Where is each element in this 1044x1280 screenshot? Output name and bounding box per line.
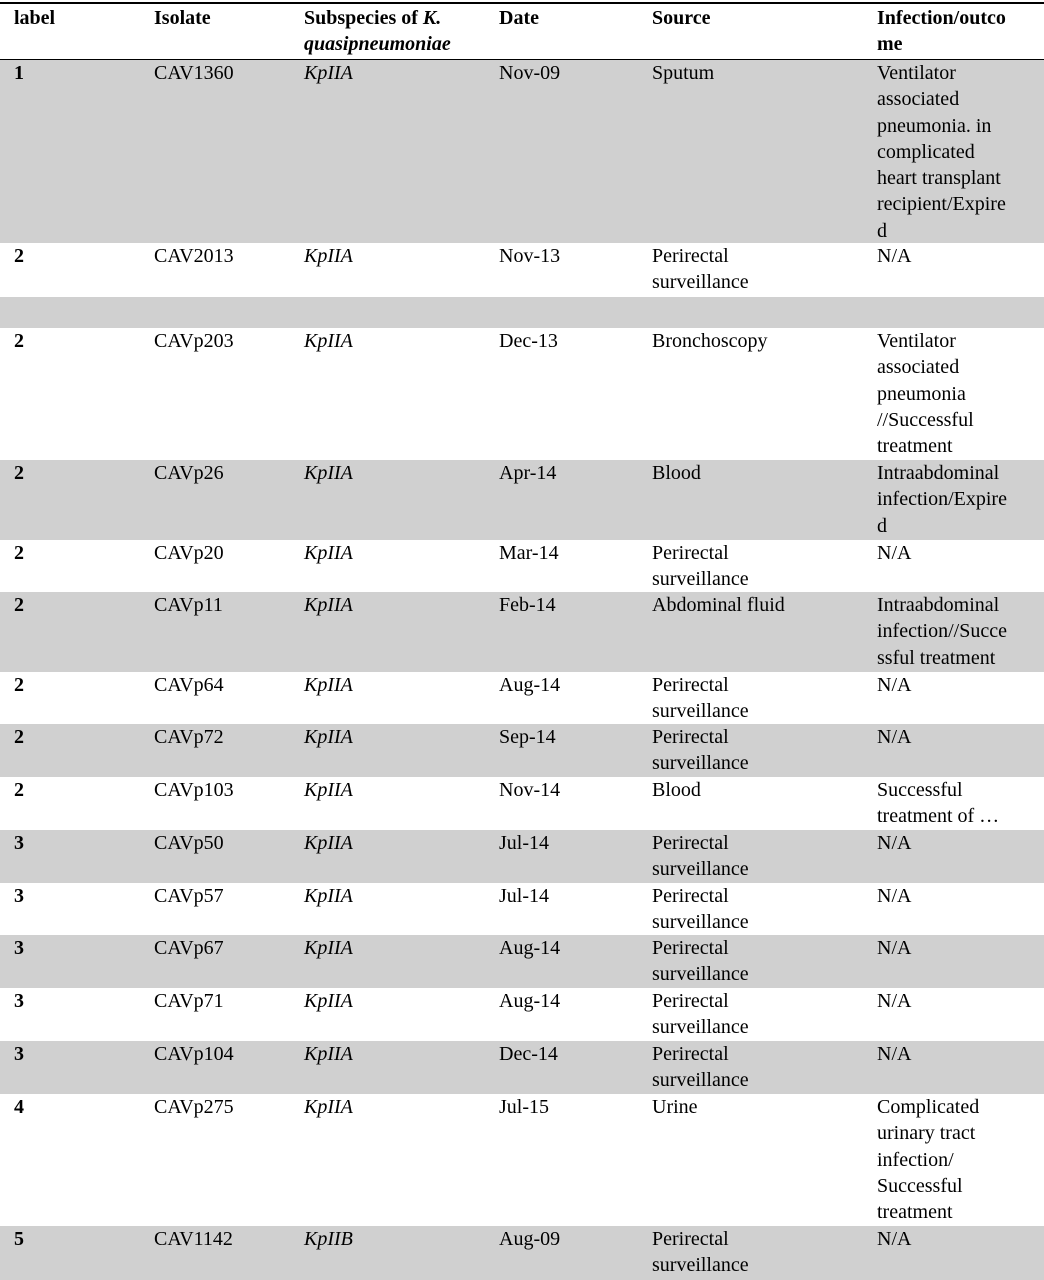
cell-label: 2: [14, 674, 24, 696]
cell-label: 2: [14, 462, 24, 484]
cell-date: Aug-09: [499, 1228, 561, 1250]
cell-label: 3: [14, 937, 24, 959]
cell-isolate: CAVp71: [154, 990, 224, 1012]
cell-subspecies: KpIIA: [304, 62, 353, 84]
cell-isolate: CAVp50: [154, 832, 224, 854]
header-subspecies-species: K. quasipneumoniae: [304, 7, 451, 56]
cell-date: Nov-13: [499, 245, 561, 267]
cell-source: Perirectal surveillance: [652, 674, 749, 723]
cell-outcome: Intraabdominal infection//Succe ssful treatment: [877, 594, 1007, 669]
cell-isolate: CAVp203: [154, 330, 234, 352]
cell-isolate: CAVp72: [154, 726, 224, 748]
cell-source: Perirectal surveillance: [652, 1228, 749, 1277]
table-row: [0, 1094, 1044, 1226]
header-label: label: [14, 7, 56, 29]
cell-subspecies: KpIIB: [304, 1228, 353, 1250]
cell-source: Perirectal surveillance: [652, 726, 749, 775]
table-row: [0, 60, 1044, 243]
cell-subspecies: KpIIA: [304, 462, 353, 484]
cell-label: 3: [14, 832, 24, 854]
cell-outcome: N/A: [877, 832, 912, 854]
cell-isolate: CAV2013: [154, 245, 234, 267]
cell-subspecies: KpIIA: [304, 594, 353, 616]
table-row: [0, 672, 1044, 724]
cell-source: Blood: [652, 779, 701, 801]
cell-subspecies: KpIIA: [304, 542, 353, 564]
cell-isolate: CAVp57: [154, 885, 224, 907]
cell-label: 2: [14, 245, 24, 267]
table-row: [0, 777, 1044, 830]
header-subspecies: [304, 5, 490, 58]
cell-isolate: CAVp26: [154, 462, 224, 484]
table-header-row: [0, 5, 1044, 59]
header-subspecies-prefix: Subspecies of: [304, 7, 423, 29]
cell-source: Perirectal surveillance: [652, 990, 749, 1039]
header-source: Source: [652, 7, 711, 29]
cell-label: 4: [14, 1096, 24, 1118]
cell-outcome: N/A: [877, 542, 912, 564]
cell-isolate: CAVp20: [154, 542, 224, 564]
cell-outcome: N/A: [877, 990, 912, 1012]
header-date: Date: [499, 7, 539, 29]
header-outcome: Infection/outco me: [877, 7, 1006, 56]
cell-subspecies: KpIIA: [304, 1096, 353, 1118]
header-isolate: Isolate: [154, 7, 211, 29]
table-row: [0, 830, 1044, 883]
cell-source: Urine: [652, 1096, 698, 1118]
cell-date: Dec-13: [499, 330, 558, 352]
cell-label: 2: [14, 726, 24, 748]
cell-subspecies: KpIIA: [304, 674, 353, 696]
cell-outcome: N/A: [877, 674, 912, 696]
cell-label: 2: [14, 594, 24, 616]
cell-label: 1: [14, 62, 24, 84]
cell-date: Aug-14: [499, 990, 561, 1012]
cell-isolate: CAVp67: [154, 937, 224, 959]
table-row: [0, 297, 1044, 328]
cell-outcome: N/A: [877, 1043, 912, 1065]
cell-date: Aug-14: [499, 937, 561, 959]
cell-outcome: Intraabdominal infection/Expire d: [877, 462, 1007, 537]
cell-subspecies: KpIIA: [304, 937, 353, 959]
cell-outcome: N/A: [877, 937, 912, 959]
cell-date: Jul-14: [499, 832, 549, 854]
table-row: [0, 988, 1044, 1041]
cell-source: Abdominal fluid: [652, 594, 785, 616]
cell-source: Perirectal surveillance: [652, 1043, 749, 1092]
cell-date: Apr-14: [499, 462, 557, 484]
cell-date: Mar-14: [499, 542, 559, 564]
cell-date: Nov-09: [499, 62, 561, 84]
cell-date: Nov-14: [499, 779, 561, 801]
cell-subspecies: KpIIA: [304, 245, 353, 267]
cell-subspecies: KpIIA: [304, 1043, 353, 1065]
cell-source: Perirectal surveillance: [652, 832, 749, 881]
cell-isolate: CAVp11: [154, 594, 223, 616]
cell-source: Perirectal surveillance: [652, 937, 749, 986]
table-row: [0, 460, 1044, 540]
cell-date: Feb-14: [499, 594, 556, 616]
cell-date: Jul-15: [499, 1096, 549, 1118]
cell-outcome: Complicated urinary tract infection/ Successful treatment: [877, 1096, 980, 1224]
cell-source: Bronchoscopy: [652, 330, 768, 352]
cell-date: Jul-14: [499, 885, 549, 907]
cell-subspecies: KpIIA: [304, 885, 353, 907]
cell-label: 3: [14, 1043, 24, 1065]
cell-date: Aug-14: [499, 674, 561, 696]
table-row: [0, 592, 1044, 672]
cell-isolate: CAV1142: [154, 1228, 233, 1250]
cell-label: 3: [14, 885, 24, 907]
cell-label: 2: [14, 779, 24, 801]
table-row: [0, 883, 1044, 935]
cell-source: Perirectal surveillance: [652, 885, 749, 934]
table-row: [0, 328, 1044, 460]
cell-outcome: Successful treatment of …: [877, 779, 1000, 828]
cell-subspecies: KpIIA: [304, 832, 353, 854]
cell-isolate: CAVp64: [154, 674, 224, 696]
cell-isolate: CAVp104: [154, 1043, 234, 1065]
cell-isolate: CAVp103: [154, 779, 234, 801]
table-row: [0, 1041, 1044, 1094]
cell-outcome: N/A: [877, 885, 912, 907]
cell-source: Blood: [652, 462, 701, 484]
cell-subspecies: KpIIA: [304, 990, 353, 1012]
cell-date: Dec-14: [499, 1043, 558, 1065]
cell-source: Perirectal surveillance: [652, 245, 749, 294]
cell-subspecies: KpIIA: [304, 726, 353, 748]
cell-subspecies: KpIIA: [304, 330, 353, 352]
cell-isolate: CAV1360: [154, 62, 234, 84]
cell-source: Perirectal surveillance: [652, 542, 749, 591]
cell-source: Sputum: [652, 62, 715, 84]
cell-subspecies: KpIIA: [304, 779, 353, 801]
cell-label: 3: [14, 990, 24, 1012]
top-rule: [0, 2, 1044, 4]
table-row: [0, 243, 1044, 297]
cell-outcome: N/A: [877, 245, 912, 267]
cell-label: 2: [14, 330, 24, 352]
cell-date: Sep-14: [499, 726, 556, 748]
table-row: [0, 540, 1044, 592]
cell-outcome: Ventilator associated pneumonia //Successful treatment: [877, 330, 974, 458]
cell-outcome: N/A: [877, 726, 912, 748]
cell-outcome: Ventilator associated pneumonia. in complicated heart transplant recipient/Expire d: [877, 62, 1006, 242]
cell-isolate: CAVp275: [154, 1096, 234, 1118]
cell-label: 2: [14, 542, 24, 564]
table-row: [0, 935, 1044, 988]
table-row: [0, 1226, 1044, 1280]
cell-outcome: N/A: [877, 1228, 912, 1250]
cell-label: 5: [14, 1228, 24, 1250]
table-row: [0, 724, 1044, 777]
